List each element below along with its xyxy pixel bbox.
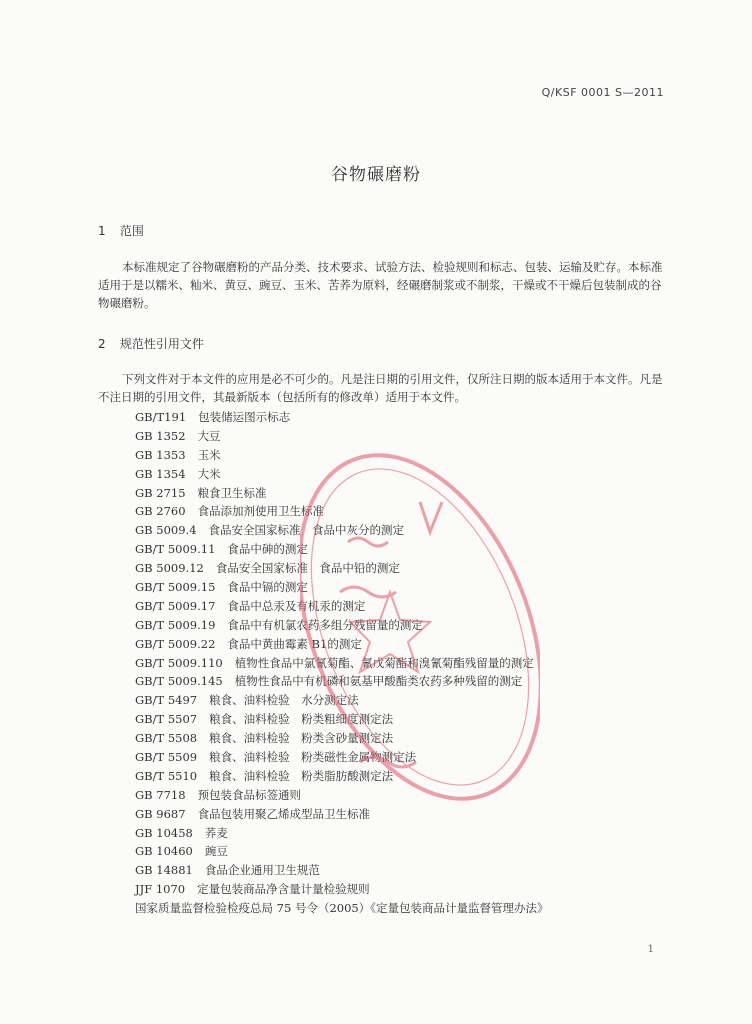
- reference-title: 食品企业通用卫生规范: [204, 863, 320, 878]
- reference-item: [135, 521, 695, 540]
- reference-item: [135, 691, 695, 710]
- reference-code: GB/T 5509: [135, 750, 198, 765]
- reference-code: JJF 1070: [135, 882, 186, 897]
- reference-code: GB 1354: [135, 466, 186, 481]
- reference-code: GB 10460: [135, 844, 193, 859]
- reference-title: 植物性食品中氯氰菊酯、氰戊菊酯和溴氰菊酯残留量的测定: [234, 655, 534, 670]
- reference-code: GB 2715: [135, 485, 186, 500]
- reference-code: GB/T 5508: [135, 731, 198, 746]
- reference-code: GB/T191: [135, 410, 187, 424]
- reference-title: 玉米: [197, 447, 221, 462]
- reference-code: GB 14881: [135, 863, 193, 878]
- reference-title: 食品中黄曲霉素 B1的测定: [227, 636, 362, 651]
- reference-code: GB 2760: [135, 504, 186, 519]
- reference-item: [135, 597, 695, 616]
- reference-item: [135, 880, 695, 899]
- section-number: 2: [98, 337, 106, 351]
- reference-code: GB 5009.12: [135, 561, 204, 576]
- reference-title: 粮食、油料检验 粉类脂肪酸测定法: [209, 768, 394, 783]
- reference-item: [135, 786, 695, 805]
- reference-item: [135, 748, 695, 767]
- reference-item: [135, 672, 695, 691]
- reference-title: 食品中总汞及有机汞的测定: [227, 598, 366, 613]
- reference-code: GB/T 5009.145: [135, 674, 223, 689]
- reference-title: 食品安全国家标准 食品中灰分的测定: [208, 523, 405, 538]
- reference-title: 植物性食品中有机磷和氨基甲酸酯类农药多种残留的测定: [234, 674, 523, 689]
- reference-title: 粮食、油料检验 水分测定法: [209, 693, 359, 708]
- reference-item: [135, 767, 695, 786]
- reference-title: 食品包装用聚乙烯成型品卫生标准: [197, 806, 371, 821]
- reference-code: GB/T 5510: [135, 768, 198, 783]
- reference-item: [135, 654, 695, 673]
- reference-title: 预包装食品标签通则: [197, 787, 302, 802]
- reference-title: 粮食、油料检验 粉类含砂量测定法: [209, 731, 394, 746]
- reference-title: 荞麦: [204, 825, 228, 840]
- reference-title: 包装储运图示标志: [198, 410, 291, 424]
- reference-title: 粮食卫生标准: [197, 485, 267, 500]
- reference-code: GB/T 5009.22: [135, 636, 216, 651]
- reference-code: GB/T 5009.15: [135, 580, 216, 595]
- section-title: 范围: [119, 224, 144, 238]
- section-1-paragraph: 本标准规定了谷物碾磨粉的产品分类、技术要求、试验方法、检验规则和标志、包装、运输及贮存。本标准适用于是以糯米、籼米、黄豆、豌豆、玉米、苦荞为原料，经碾磨制浆或不制浆，干燥或不干燥后包装制成的谷物碾磨粉。: [98, 260, 663, 310]
- reference-title: 食品中有机氯农药多组分残留量的测定: [227, 617, 423, 632]
- reference-code: GB/T 5009.110: [135, 655, 223, 670]
- reference-item: [135, 540, 695, 559]
- reference-item: [135, 427, 695, 446]
- reference-list: [135, 408, 695, 918]
- reference-item: [135, 578, 695, 597]
- reference-code: GB 10458: [135, 825, 193, 840]
- reference-code: GB 9687: [135, 806, 186, 821]
- reference-item: [135, 842, 695, 861]
- reference-item: [135, 559, 695, 578]
- reference-title: 豌豆: [204, 844, 228, 859]
- reference-title: 食品中镉的测定: [227, 580, 308, 595]
- reference-title: 定量包装商品净含量计量检验规则: [197, 882, 370, 897]
- reference-title: 食品中砷的测定: [227, 542, 308, 557]
- reference-code: GB 7718: [135, 787, 186, 802]
- reference-item: [135, 729, 695, 748]
- reference-item: [135, 635, 695, 654]
- section-number: 1: [98, 224, 106, 238]
- reference-item: [135, 502, 695, 521]
- reference-title: 大米: [197, 466, 221, 481]
- reference-item: [135, 484, 695, 503]
- reference-code: GB 1352: [135, 428, 186, 443]
- standard-code: Q/KSF 0001 S—2011: [541, 86, 664, 99]
- reference-code: GB/T 5507: [135, 712, 198, 727]
- reference-item: [135, 710, 695, 729]
- reference-item: [135, 465, 695, 484]
- reference-code: GB/T 5009.11: [135, 542, 216, 557]
- reference-code: GB/T 5497: [135, 693, 198, 708]
- reference-code: GB/T 5009.17: [135, 598, 216, 613]
- reference-title: 食品添加剂使用卫生标准: [197, 504, 325, 519]
- section-title: 规范性引用文件: [119, 337, 204, 351]
- section-1-heading: [98, 222, 144, 239]
- reference-item: [135, 805, 695, 824]
- reference-title: 粮食、油料检验 粉类粗细度测定法: [209, 712, 394, 727]
- document-title: 谷物碾磨粉: [331, 165, 421, 185]
- reference-code: GB/T 5009.19: [135, 617, 216, 632]
- reference-code: GB 1353: [135, 447, 186, 462]
- reference-item: [135, 861, 695, 880]
- reference-title: 粮食、油料检验 粉类磁性金属物测定法: [209, 750, 417, 765]
- reference-item: [135, 616, 695, 635]
- reference-title: 大豆: [197, 428, 221, 443]
- reference-title: 食品安全国家标准 食品中铅的测定: [215, 561, 400, 576]
- reference-item: [135, 408, 695, 427]
- section-2-paragraph: 下列文件对于本文件的应用是必不可少的。凡是注日期的引用文件，仅所注日期的版本适用于本文件。凡是不注日期的引用文件，其最新版本（包括所有的修改单）适用于本文件。: [98, 372, 663, 404]
- reference-item: [135, 824, 695, 843]
- page-number: 1: [647, 944, 654, 955]
- reference-code: GB 5009.4: [135, 523, 197, 538]
- section-2-heading: [98, 335, 204, 352]
- reference-item: [135, 446, 695, 465]
- reference-regulation: 国家质量监督检验检疫总局 75 号令（2005）《定量包装商品计量监督管理办法》: [135, 901, 549, 916]
